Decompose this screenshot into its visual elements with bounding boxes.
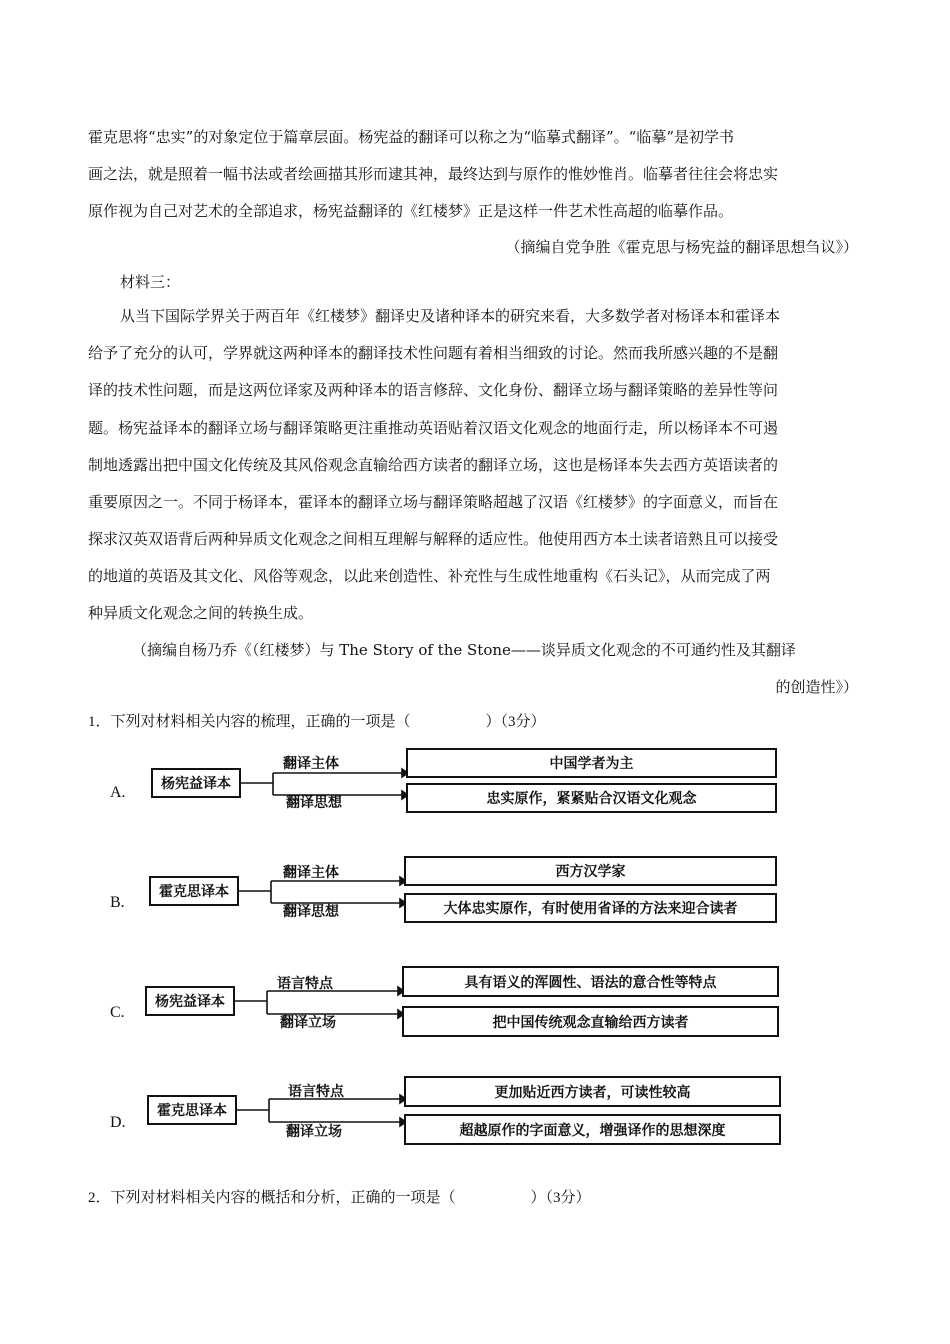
material3-line-7: 探求汉英双语背后两种异质文化观念之间相互理解与解释的适应性。他使用西方本土读者谙熟且可以接受 bbox=[88, 530, 779, 548]
option-a-label-2: 翻译思想 bbox=[286, 795, 342, 811]
option-a-box-2: 忠实原作，紧紧贴合汉语文化观念 bbox=[406, 783, 777, 813]
material3-line-2: 给予了充分的认可，学界就这两种译本的翻译技术性问题有着相当细致的讨论。然而我所感兴趣的不是翻 bbox=[88, 344, 779, 362]
option-b-letter: B. bbox=[110, 894, 125, 911]
option-b-root-box: 霍克思译本 bbox=[149, 876, 239, 906]
option-a-label-1: 翻译主体 bbox=[283, 756, 339, 772]
material3-line-4: 题。杨宪益译本的翻译立场与翻译策略更注重推动英语贴着汉语文化观念的地面行走，所以杨译本不可遏 bbox=[88, 419, 779, 437]
material3-line-6: 重要原因之一。不同于杨译本，霍译本的翻译立场与翻译策略超越了汉语《红楼梦》的字面意义，而旨在 bbox=[88, 493, 779, 511]
passage-line-2: 画之法，就是照着一幅书法或者绘画描其形而逮其神，最终达到与原作的惟妙惟肖。临摹者往往会将忠实 bbox=[88, 165, 779, 183]
option-c-label-2: 翻译立场 bbox=[280, 1015, 336, 1031]
material3-line-1: 从当下国际学界关于两百年《红楼梦》翻译史及诸种译本的研究来看，大多数学者对杨译本和霍译本 bbox=[120, 307, 781, 325]
option-d-root-box: 霍克思译本 bbox=[147, 1095, 237, 1125]
question-2-stem: 2．下列对材料相关内容的概括和分析，正确的一项是（ ）（3分） bbox=[88, 1190, 591, 1206]
passage-line-3: 原作视为自己对艺术的全部追求，杨宪益翻译的《红楼梦》正是这样一件艺术性高超的临摹作品。 bbox=[88, 202, 734, 220]
option-a-box-1: 中国学者为主 bbox=[406, 748, 777, 778]
option-c-box-1: 具有语义的浑圆性、语法的意合性等特点 bbox=[402, 966, 779, 997]
source-citation-2: （摘编自党争胜《霍克思与杨宪益的翻译思想刍议》） bbox=[505, 238, 858, 256]
passage-line-1: 霍克思将“忠实”的对象定位于篇章层面。杨宪益的翻译可以称之为“临摹式翻译”。“临摹”是初学书 bbox=[88, 128, 735, 146]
option-c-label-1: 语言特点 bbox=[277, 976, 333, 992]
option-c-letter: C. bbox=[110, 1004, 125, 1021]
option-b-label-1: 翻译主体 bbox=[283, 865, 339, 881]
option-b-box-2: 大体忠实原作，有时使用省译的方法来迎合读者 bbox=[404, 893, 777, 923]
option-d-letter: D. bbox=[110, 1114, 126, 1131]
option-c-root-box: 杨宪益译本 bbox=[145, 986, 235, 1016]
option-a-letter: A. bbox=[110, 784, 126, 801]
option-b-box-1: 西方汉学家 bbox=[404, 856, 777, 886]
source-citation-3-cont: 的创造性》） bbox=[775, 678, 858, 696]
material3-line-5: 制地透露出把中国文化传统及其风俗观念直输给西方读者的翻译立场，这也是杨译本失去西方英语读者的 bbox=[88, 456, 779, 474]
material3-heading: 材料三： bbox=[120, 273, 181, 291]
option-d-label-2: 翻译立场 bbox=[286, 1124, 342, 1140]
question-1-stem: 1．下列对材料相关内容的梳理，正确的一项是（ ）（3分） bbox=[88, 714, 546, 730]
option-d-box-1: 更加贴近西方读者，可读性较高 bbox=[404, 1076, 781, 1107]
option-d-label-1: 语言特点 bbox=[288, 1084, 344, 1100]
material3-line-9: 种异质文化观念之间的转换生成。 bbox=[88, 604, 314, 622]
option-a-root-box: 杨宪益译本 bbox=[151, 768, 241, 798]
source-citation-3: （摘编自杨乃乔《（红楼梦）与 The Story of the Stone——谈异质文化观念的不可通约性及其翻译 bbox=[132, 641, 796, 659]
material3-line-3: 译的技术性问题，而是这两位译家及两种译本的语言修辞、文化身份、翻译立场与翻译策略的差异性等问 bbox=[88, 381, 779, 399]
option-c-box-2: 把中国传统观念直输给西方读者 bbox=[402, 1006, 779, 1037]
material3-line-8: 的地道的英语及其文化、风俗等观念，以此来创造性、补充性与生成性地重构《石头记》，从而完成了两 bbox=[88, 567, 771, 585]
option-d-box-2: 超越原作的字面意义，增强译作的思想深度 bbox=[404, 1114, 781, 1145]
option-b-label-2: 翻译思想 bbox=[283, 904, 339, 920]
